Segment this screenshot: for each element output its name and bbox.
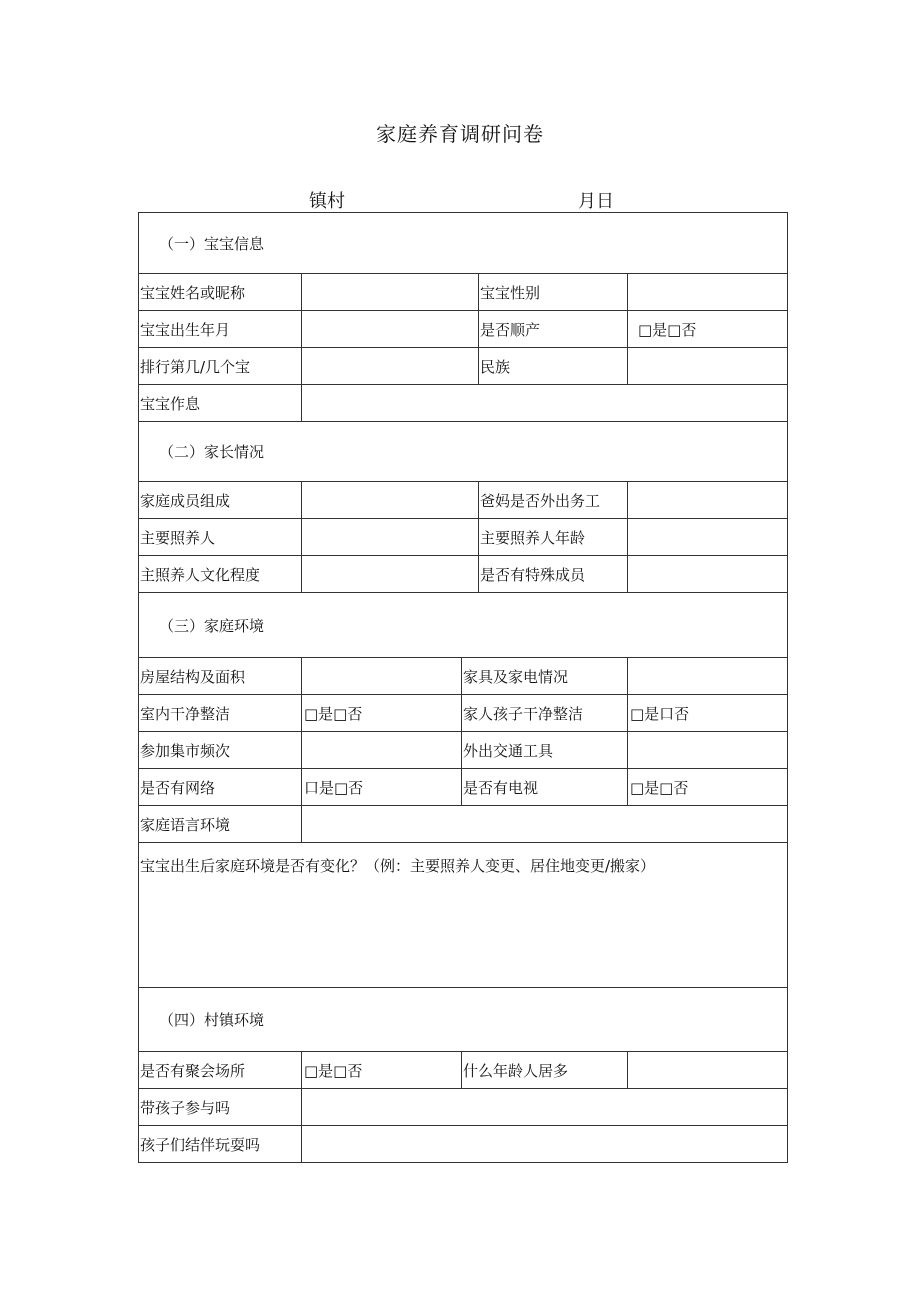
- gathering-place-checkbox[interactable]: □是□否: [302, 1052, 462, 1089]
- home-language-label: 家庭语言环境: [139, 806, 302, 843]
- questionnaire-table: [138, 212, 788, 1163]
- section-header-parents: （二）家长情况: [139, 422, 788, 482]
- indoor-clean-checkbox[interactable]: □是□否: [302, 695, 462, 732]
- baby-name-input[interactable]: [302, 274, 479, 311]
- age-group-label: 什么年龄人居多: [462, 1052, 628, 1089]
- natural-birth-checkbox[interactable]: □是□否: [628, 311, 788, 348]
- environment-change-question[interactable]: 宝宝出生后家庭环境是否有变化？（例：主要照养人变更、居住地变更/搬家）: [139, 843, 788, 988]
- house-structure-label: 房屋结构及面积: [139, 658, 302, 695]
- baby-schedule-input[interactable]: [302, 385, 788, 422]
- caregiver-age-input[interactable]: [628, 519, 788, 556]
- people-clean-checkbox[interactable]: □是口否: [628, 695, 788, 732]
- caregiver-education-input[interactable]: [302, 556, 479, 593]
- home-language-input[interactable]: [302, 806, 788, 843]
- ethnicity-input[interactable]: [628, 348, 788, 385]
- caregiver-age-label: 主要照养人年龄: [479, 519, 628, 556]
- transport-input[interactable]: [628, 732, 788, 769]
- date-label: 月日: [578, 191, 614, 212]
- house-structure-input[interactable]: [302, 658, 462, 695]
- family-members-label: 家庭成员组成: [139, 482, 302, 519]
- appliance-label: 家具及家电情况: [462, 658, 628, 695]
- section-header-village-environment: （四）村镇环境: [139, 988, 788, 1052]
- baby-birth-label: 宝宝出生年月: [139, 311, 302, 348]
- baby-birth-input[interactable]: [302, 311, 479, 348]
- special-member-input[interactable]: [628, 556, 788, 593]
- section-header-home-environment: （三）家庭环境: [139, 593, 788, 658]
- take-child-input[interactable]: [302, 1089, 788, 1126]
- internet-label: 是否有网络: [139, 769, 302, 806]
- tv-label: 是否有电视: [462, 769, 628, 806]
- tv-checkbox[interactable]: □是□否: [628, 769, 788, 806]
- kids-play-input[interactable]: [302, 1126, 788, 1163]
- birth-order-label: 排行第几/几个宝: [139, 348, 302, 385]
- town-village-label: 镇村: [309, 191, 345, 212]
- age-group-input[interactable]: [628, 1052, 788, 1089]
- market-frequency-label: 参加集市频次: [139, 732, 302, 769]
- appliance-input[interactable]: [628, 658, 788, 695]
- market-frequency-input[interactable]: [302, 732, 462, 769]
- section-header-baby-info: （一）宝宝信息: [139, 213, 788, 274]
- working-away-label: 爸妈是否外出务工: [479, 482, 628, 519]
- baby-schedule-label: 宝宝作息: [139, 385, 302, 422]
- transport-label: 外出交通工具: [462, 732, 628, 769]
- indoor-clean-label: 室内干净整洁: [139, 695, 302, 732]
- gathering-place-label: 是否有聚会场所: [139, 1052, 302, 1089]
- caregiver-input[interactable]: [302, 519, 479, 556]
- take-child-label: 带孩子参与吗: [139, 1089, 302, 1126]
- special-member-label: 是否有特殊成员: [479, 556, 628, 593]
- ethnicity-label: 民族: [479, 348, 628, 385]
- natural-birth-label: 是否顺产: [479, 311, 628, 348]
- baby-gender-input[interactable]: [628, 274, 788, 311]
- working-away-input[interactable]: [628, 482, 788, 519]
- caregiver-label: 主要照养人: [139, 519, 302, 556]
- baby-gender-label: 宝宝性别: [479, 274, 628, 311]
- people-clean-label: 家人孩子干净整洁: [462, 695, 628, 732]
- kids-play-label: 孩子们结伴玩耍吗: [139, 1126, 302, 1163]
- baby-name-label: 宝宝姓名或昵称: [139, 274, 302, 311]
- document-title: 家庭养育调研问卷: [376, 122, 544, 146]
- internet-checkbox[interactable]: 口是□否: [302, 769, 462, 806]
- caregiver-education-label: 主照养人文化程度: [139, 556, 302, 593]
- birth-order-input[interactable]: [302, 348, 479, 385]
- family-members-input[interactable]: [302, 482, 479, 519]
